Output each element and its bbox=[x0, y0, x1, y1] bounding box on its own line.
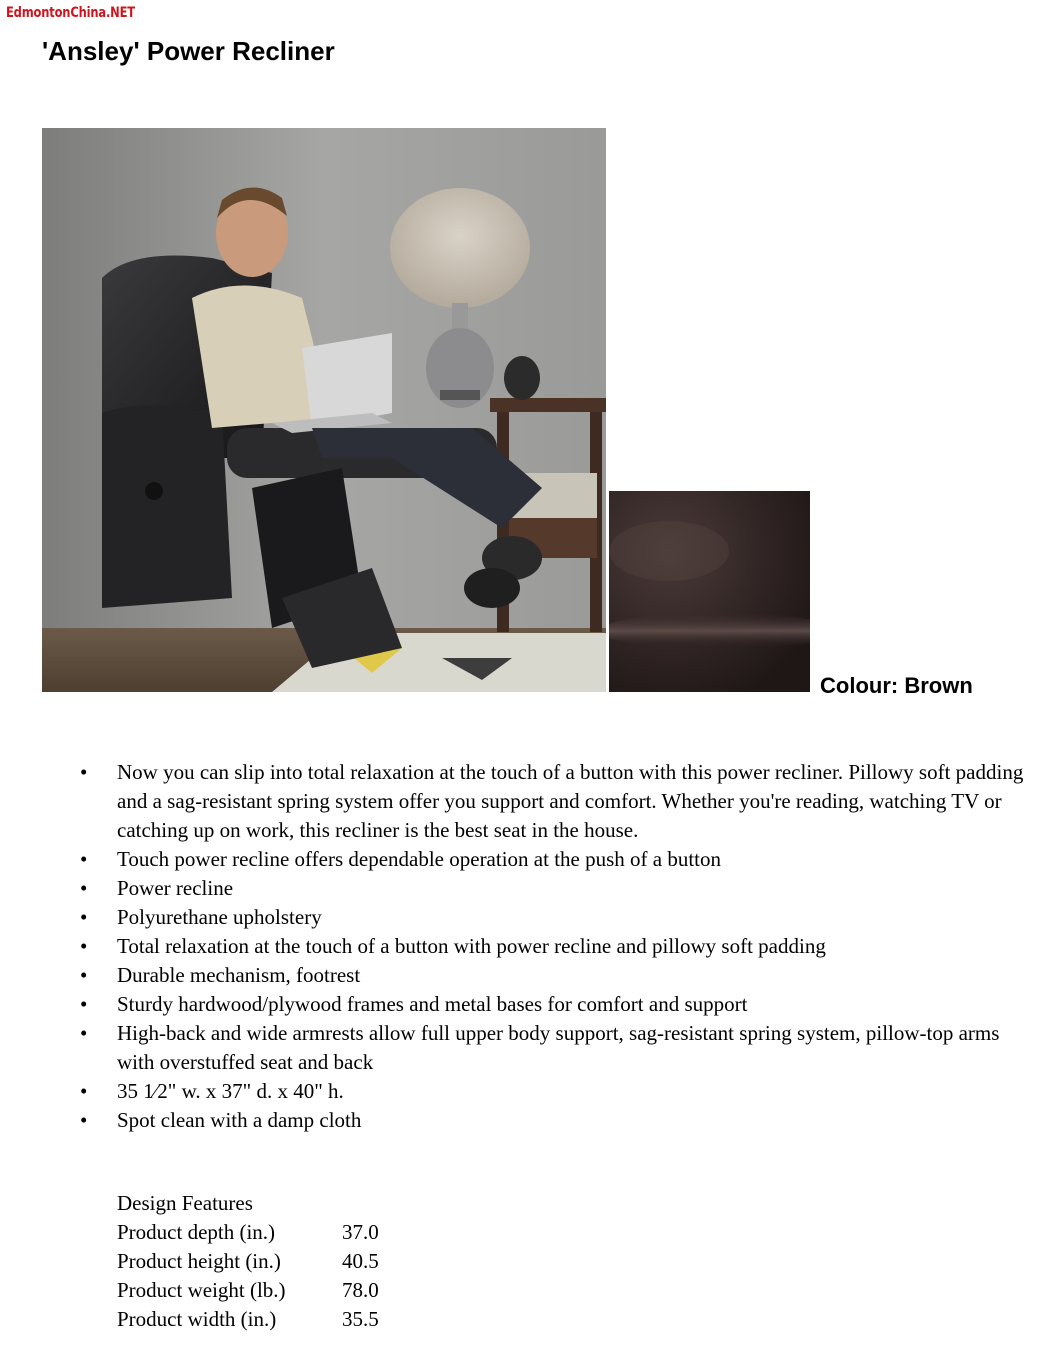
feature-item bbox=[80, 932, 1030, 961]
spec-label: Product width (in.) bbox=[117, 1307, 277, 1331]
feature-text: Polyurethane upholstery bbox=[117, 905, 322, 929]
bullet: • bbox=[80, 1079, 88, 1103]
spec-value: 78.0 bbox=[342, 1278, 379, 1302]
spec-value: 37.0 bbox=[342, 1220, 379, 1244]
feature-text: High-back and wide armrests allow full upper body support, sag-resistant spring system, pillow-top arms with overstuffed seat and back bbox=[117, 1021, 1000, 1074]
design-features bbox=[117, 1189, 379, 1334]
feature-text: Spot clean with a damp cloth bbox=[117, 1108, 362, 1132]
feature-item bbox=[80, 874, 1030, 903]
spec-value: 40.5 bbox=[342, 1249, 379, 1273]
spec-row bbox=[117, 1218, 379, 1247]
feature-item bbox=[80, 990, 1030, 1019]
feature-text: Touch power recline offers dependable operation at the push of a button bbox=[117, 847, 722, 871]
feature-item bbox=[80, 961, 1030, 990]
feature-item bbox=[80, 903, 1030, 932]
spec-row bbox=[117, 1305, 379, 1334]
colour-label: Colour: Brown bbox=[820, 673, 973, 698]
bullet: • bbox=[80, 1108, 88, 1132]
product-photo bbox=[42, 128, 606, 692]
spec-row bbox=[117, 1247, 379, 1276]
feature-text: 35 1⁄2" w. x 37" d. x 40" h. bbox=[117, 1079, 344, 1103]
bullet: • bbox=[80, 963, 88, 987]
feature-text: Durable mechanism, footrest bbox=[117, 963, 361, 987]
feature-item bbox=[80, 758, 1030, 845]
spec-value: 35.5 bbox=[342, 1307, 379, 1331]
bullet: • bbox=[80, 876, 88, 900]
feature-text: Total relaxation at the touch of a button with power recline and pillowy soft padding bbox=[117, 934, 826, 958]
feature-list bbox=[80, 758, 1030, 1135]
feature-text: Sturdy hardwood/plywood frames and metal bases for comfort and support bbox=[117, 992, 748, 1016]
bullet: • bbox=[80, 905, 88, 929]
feature-item bbox=[80, 1106, 1030, 1135]
site-watermark: EdmontonChina.NET bbox=[6, 5, 135, 21]
feature-item bbox=[80, 845, 1030, 874]
design-features-heading: Design Features bbox=[117, 1191, 253, 1215]
bullet: • bbox=[80, 934, 88, 958]
spec-row bbox=[117, 1276, 379, 1305]
colour-swatch bbox=[609, 491, 810, 692]
spec-label: Product height (in.) bbox=[117, 1249, 281, 1273]
spec-label: Product depth (in.) bbox=[117, 1220, 276, 1244]
page-title: 'Ansley' Power Recliner bbox=[42, 36, 335, 66]
feature-text: Now you can slip into total relaxation at the touch of a button with this power recliner. Pillowy soft padding and a sag-resistant spring system offer you support and comfort. Whether you're reading, watching TV or catching up on work, this recliner is the best seat in the house. bbox=[117, 760, 1024, 842]
bullet: • bbox=[80, 1021, 88, 1045]
bullet: • bbox=[80, 760, 88, 784]
feature-item bbox=[80, 1077, 1030, 1106]
spec-label: Product weight (lb.) bbox=[117, 1278, 286, 1302]
feature-item bbox=[80, 1019, 1030, 1077]
feature-text: Power recline bbox=[117, 876, 234, 900]
bullet: • bbox=[80, 992, 88, 1016]
bullet: • bbox=[80, 847, 88, 871]
